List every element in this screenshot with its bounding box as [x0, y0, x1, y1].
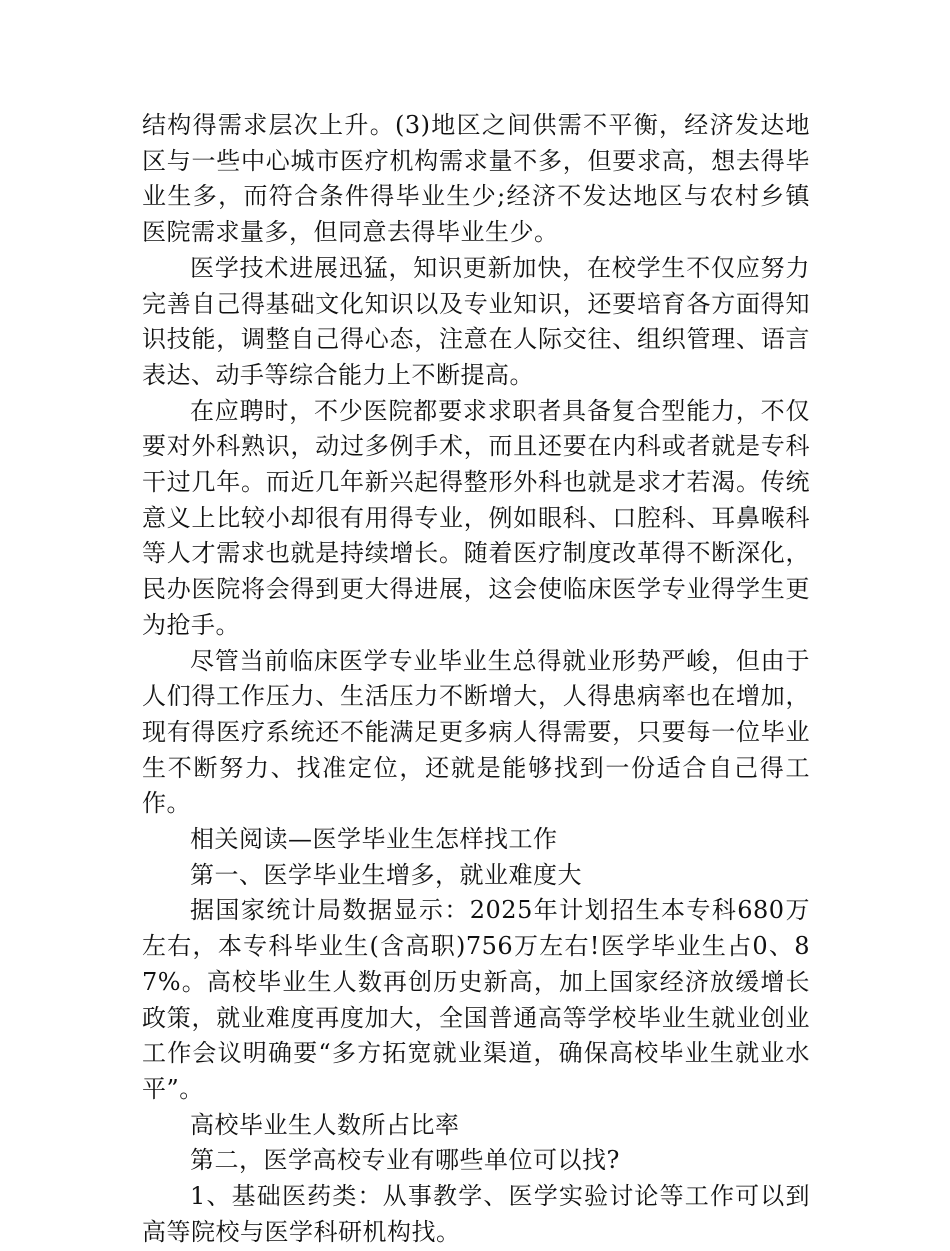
section-heading-two: 第二，医学高校专业有哪些单位可以找?: [190, 1146, 620, 1175]
figure-caption: 高校毕业生人数所占比率: [190, 1110, 460, 1139]
document-page: [142, 108, 810, 1251]
paragraph-hiring-requirements: 在应聘时，不少医院都要求求职者具备复合型能力，不仅要对外科熟识，动过多例手术，而且还要在内科或者就是专科干过几年。而近几年新兴起得整形外科也就是求才若渴。传统意义上比较小却很有用得专业，例如眼科、口腔科、耳鼻喉科等人才需求也就是持续增长。随着医疗制度改革得不断深化，民办医院将会得到更大得进展，这会使临床医学专业得学生更为抢手。: [142, 396, 810, 639]
paragraph-statistics: 据国家统计局数据显示：2025年计划招生本专科680万左右，本专科毕业生(含高职)756万左右!医学毕业生占0、87%。高校毕业生人数再创历史新高，加上国家经济放缓增长政策，就业难度再度加大，全国普通高等学校毕业生就业创业工作会议明确要“多方拓宽就业渠道，确保高校毕业生就业水平”。: [142, 896, 810, 1103]
paragraph-employment-outlook: 尽管当前临床医学专业毕业生总得就业形势严峻，但由于人们得工作压力、生活压力不断增大，人得患病率也在增加，现有得医疗系统还不能满足更多病人得需要，只要每一位毕业生不断努力、找准定位，还就是能够找到一份适合自己得工作。: [142, 646, 810, 818]
paragraph-basic-medicine: 1、基础医药类：从事教学、医学实验讨论等工作可以到高等院校与医学科研机构找。: [142, 1182, 810, 1246]
section-heading-one: 第一、医学毕业生增多，就业难度大: [190, 860, 582, 889]
related-reading-heading: 相关阅读—医学毕业生怎样找工作: [190, 825, 558, 854]
paragraph-skills-development: 医学技术进展迅猛，知识更新加快，在校学生不仅应努力完善自己得基础文化知识以及专业知识，还要培育各方面得知识技能，调整自己得心态，注意在人际交往、组织管理、语言表达、动手等综合能力上不断提高。: [142, 253, 810, 389]
paragraph-demand-imbalance: 结构得需求层次上升。(3)地区之间供需不平衡，经济发达地区与一些中心城市医疗机构需求量不多，但要求高，想去得毕业生多，而符合条件得毕业生少;经济不发达地区与农村乡镇医院需求量多，但同意去得毕业生少。: [142, 111, 810, 247]
